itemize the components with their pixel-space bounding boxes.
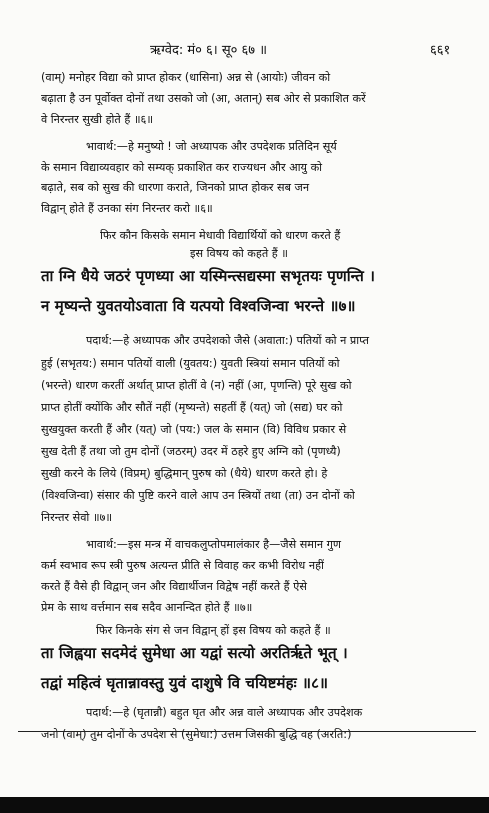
text-line: फिर कौन किसके समान मेधावी विद्यार्थियों को धारण करते हैं (100, 229, 341, 242)
running-head: ऋग्वेद: मं० ६। सू० ६७ ॥ (150, 43, 267, 58)
text-line: बढ़ाता है उन पूर्वोक्त दोनों तथा उसको जो (आ, अतान्) सब ओर से प्रकाशित करें (41, 92, 366, 105)
text-line: हुई (सभृतय:) समान पतियों वाली (युवतय:) युवती स्त्रियां समान पतियों को (41, 357, 340, 370)
text-line: बढ़ाते, सब को सुख की धारणा कराते, जिनको प्राप्त होकर सब जन (41, 181, 310, 194)
text-line: जनो (वाम्) तुम दोनों के उपदेश से (सुमेधा:) उत्तम जिसकी बुद्धि वह (अरति:) (41, 728, 352, 741)
text-line: प्रेम के साथ वर्त्तमान सब सदैव आनन्दित होते हैं ॥७॥ (41, 601, 253, 614)
text-line: निरन्तर सेवो ॥७॥ (41, 511, 113, 524)
text-line: पदार्थ:—हे अध्यापक और उपदेशको जैसे (अवाता:) पतियों को न प्राप्त (86, 334, 369, 347)
text-line: (वाम्) मनोहर विद्या को प्राप्त होकर (धासिना) अन्न से (आयोः) जीवन को (41, 71, 331, 84)
text-line: फिर किनके संग से जन विद्वान् हों इस विषय को कहते हैं ॥ (96, 624, 331, 637)
text-line: प्राप्त होतीं क्योंकि और सौतें नहीं (मृष्यन्ते) सहतीं हैं (यत्) जो (सद्य) घर को (41, 401, 343, 414)
text-line: के समान विद्याव्यवहार को सम्यक् प्रकाशित कर राज्यधन और आयु को (41, 161, 323, 174)
mantra-line: न मृष्यन्ते युवतयोऽवाता वि यत्पयो विश्वजिन्वा भरन्ते ॥७॥ (41, 297, 356, 315)
text-line: भावार्थ:—इस मन्त्र में वाचकलुप्तोपमालंकार है—जैसे समान गुण (86, 538, 342, 551)
scan-edge (0, 797, 489, 813)
text-line: सुख देती हैं तथा जो तुम दोनों (जठरम्) उदर में ठहरे हुए अग्नि को (पृणध्यै) (41, 445, 341, 458)
mantra-line: ता जिह्वया सदमेदं सुमेधा आ यद्वां सत्यो अरतिर्ऋते भूत् । (41, 644, 348, 662)
text-line: इस विषय को कहते हैं ॥ (190, 247, 288, 260)
text-line: भावार्थ:—हे मनुष्यो ! जो अध्यापक और उपदेशक प्रतिदिन सूर्य (86, 140, 337, 153)
text-line: पदार्थ:—हे (घृतान्नौ) बहुत घृत और अन्न वाले अध्यापक और उपदेशक (86, 706, 363, 719)
bottom-rule (18, 731, 476, 732)
mantra-line: तद्वां महित्वं घृतान्नावस्तु युवं दाशुषे वि चयिष्टमंहः ॥८॥ (41, 674, 329, 692)
text-line: करते हैं वैसे ही विद्वान् जन और विद्यार्थीजन विद्वेष नहीं करते हैं ऐसे (41, 580, 307, 593)
page-number: ६६१ (430, 43, 451, 58)
text-line: सुखी करने के लिये (विप्रम्) बुद्धिमान् पुरुष को (धैये) धारण करते हो। हे (41, 467, 328, 480)
text-line: वे निरन्तर सुखी होते हैं ॥६॥ (41, 113, 154, 126)
text-line: (विश्वजिन्वा) संसार की पुष्टि करने वाले आप उन स्त्रियों तथा (ता) उन दोनों को (41, 489, 355, 502)
text-line: कर्म स्वभाव रूप स्त्री पुरुष अत्यन्त प्रीति से विवाह कर कभी विरोध नहीं (41, 559, 324, 572)
text-line: विद्वान् होते हैं उनका संग निरन्तर करो ॥६॥ (41, 202, 213, 215)
text-line: (भरन्ते) धारण करतीं अर्थात् प्राप्त होतीं वे (न) नहीं (आ, पृणन्ति) पूरे सुख को (41, 379, 352, 392)
text-line: सुखयुक्त करती हैं और (यत्) जो (पय:) जल के समान (वि) विविध प्रकार से (41, 423, 347, 436)
mantra-line: ता ग्नि धैये जठरं पृणध्या आ यस्मिन्त्सद्यस्मा सभृतयः पृणन्ति । (41, 267, 376, 285)
